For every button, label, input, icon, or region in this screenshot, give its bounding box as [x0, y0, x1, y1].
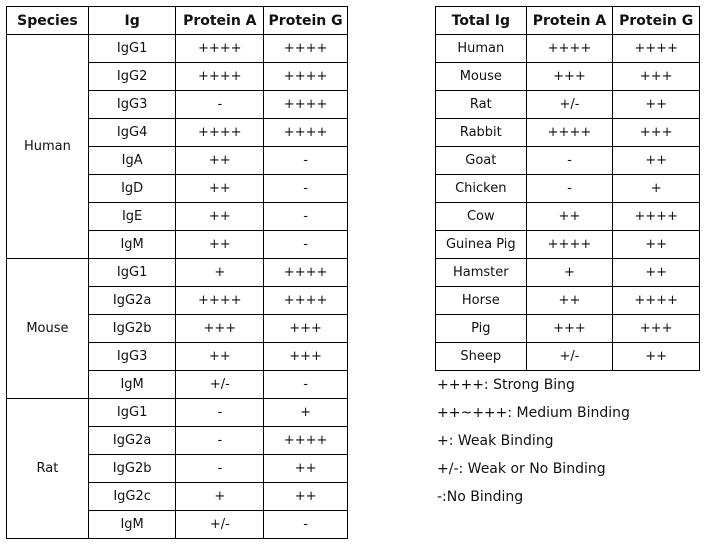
header-protein-a: Protein A	[526, 7, 613, 35]
table-row	[436, 91, 700, 119]
protein-a-cell: +/-	[176, 371, 264, 399]
header-ig: Ig	[88, 7, 176, 35]
table-row	[436, 119, 700, 147]
protein-g-cell: ++++	[264, 63, 348, 91]
protein-a-cell: ++++	[526, 119, 613, 147]
legend-weak-or-none: +/-: Weak or No Binding	[437, 461, 606, 477]
protein-a-cell: ++	[526, 287, 613, 315]
total-ig-cell: Pig	[436, 315, 527, 343]
protein-g-cell: ++++	[264, 35, 348, 63]
protein-g-cell: +++	[613, 315, 700, 343]
ig-cell: IgG1	[88, 35, 176, 63]
protein-g-cell: -	[264, 203, 348, 231]
total-ig-cell: Guinea Pig	[436, 231, 527, 259]
total-ig-cell: Hamster	[436, 259, 527, 287]
protein-a-cell: +++	[176, 315, 264, 343]
total-ig-cell: Human	[436, 35, 527, 63]
protein-g-cell: ++	[613, 259, 700, 287]
protein-a-cell: ++	[176, 203, 264, 231]
table-row	[436, 147, 700, 175]
protein-g-cell: -	[264, 231, 348, 259]
protein-a-cell: -	[526, 175, 613, 203]
protein-a-cell: ++++	[176, 287, 264, 315]
table-row	[436, 63, 700, 91]
protein-g-cell: ++++	[264, 91, 348, 119]
legend-strong: ++++: Strong Bing	[437, 377, 575, 393]
protein-g-cell: ++	[613, 147, 700, 175]
table-row	[436, 231, 700, 259]
total-ig-cell: Mouse	[436, 63, 527, 91]
total-ig-table	[435, 6, 700, 371]
protein-a-cell: +	[176, 483, 264, 511]
protein-a-cell: ++	[176, 343, 264, 371]
table-row	[436, 203, 700, 231]
protein-a-cell: ++++	[176, 35, 264, 63]
protein-a-cell: ++	[176, 231, 264, 259]
protein-a-cell: +	[176, 259, 264, 287]
species-cell: Mouse	[7, 259, 89, 399]
ig-binding-table	[6, 6, 348, 539]
protein-g-cell: ++	[613, 231, 700, 259]
total-ig-cell: Cow	[436, 203, 527, 231]
legend-medium: ++~+++: Medium Binding	[437, 405, 630, 421]
ig-cell: IgM	[88, 511, 176, 539]
ig-cell: IgG2a	[88, 427, 176, 455]
protein-g-cell: -	[264, 371, 348, 399]
header-protein-g: Protein G	[264, 7, 348, 35]
total-ig-cell: Horse	[436, 287, 527, 315]
protein-g-cell: ++++	[264, 259, 348, 287]
table-header-row	[436, 7, 700, 35]
ig-cell: IgA	[88, 147, 176, 175]
legend-none: -:No Binding	[437, 489, 524, 505]
protein-a-cell: -	[176, 427, 264, 455]
legend-weak: +: Weak Binding	[437, 433, 554, 449]
protein-a-cell: ++++	[176, 119, 264, 147]
total-ig-cell: Rat	[436, 91, 527, 119]
species-cell: Rat	[7, 399, 89, 539]
protein-a-cell: +/-	[526, 343, 613, 371]
ig-cell: IgG3	[88, 91, 176, 119]
ig-cell: IgG4	[88, 119, 176, 147]
protein-a-cell: ++++	[176, 63, 264, 91]
ig-cell: IgE	[88, 203, 176, 231]
protein-g-cell: ++++	[264, 287, 348, 315]
protein-g-cell: ++	[264, 483, 348, 511]
protein-g-cell: +++	[613, 119, 700, 147]
protein-g-cell: +++	[613, 63, 700, 91]
table-row	[436, 287, 700, 315]
header-protein-g: Protein G	[613, 7, 700, 35]
protein-a-cell: +++	[526, 63, 613, 91]
ig-cell: IgM	[88, 231, 176, 259]
ig-cell: IgD	[88, 175, 176, 203]
protein-g-cell: ++++	[613, 287, 700, 315]
protein-g-cell: +	[264, 399, 348, 427]
table-row	[7, 399, 348, 427]
total-ig-cell: Goat	[436, 147, 527, 175]
header-protein-a: Protein A	[176, 7, 264, 35]
protein-g-cell: ++	[264, 455, 348, 483]
ig-cell: IgG2	[88, 63, 176, 91]
protein-g-cell: ++++	[613, 35, 700, 63]
protein-g-cell: ++++	[264, 427, 348, 455]
table-row	[436, 35, 700, 63]
protein-g-cell: +	[613, 175, 700, 203]
ig-cell: IgM	[88, 371, 176, 399]
table-row	[436, 315, 700, 343]
protein-g-cell: -	[264, 147, 348, 175]
protein-a-cell: ++++	[526, 231, 613, 259]
total-ig-cell: Rabbit	[436, 119, 527, 147]
protein-a-cell: ++	[526, 203, 613, 231]
header-total-ig: Total Ig	[436, 7, 527, 35]
protein-a-cell: -	[176, 399, 264, 427]
ig-cell: IgG2a	[88, 287, 176, 315]
ig-cell: IgG2b	[88, 315, 176, 343]
protein-a-cell: +/-	[526, 91, 613, 119]
protein-a-cell: ++++	[526, 35, 613, 63]
protein-a-cell: -	[526, 147, 613, 175]
table-row	[436, 343, 700, 371]
species-cell: Human	[7, 35, 89, 259]
protein-a-cell: ++	[176, 147, 264, 175]
ig-cell: IgG1	[88, 399, 176, 427]
table-row	[7, 259, 348, 287]
header-species: Species	[7, 7, 89, 35]
protein-g-cell: ++++	[613, 203, 700, 231]
ig-cell: IgG2b	[88, 455, 176, 483]
protein-g-cell: ++++	[264, 119, 348, 147]
table-row	[436, 259, 700, 287]
protein-a-cell: +/-	[176, 511, 264, 539]
total-ig-cell: Sheep	[436, 343, 527, 371]
protein-a-cell: ++	[176, 175, 264, 203]
table-row	[436, 175, 700, 203]
table-row	[7, 35, 348, 63]
protein-g-cell: ++	[613, 343, 700, 371]
protein-a-cell: +++	[526, 315, 613, 343]
protein-a-cell: -	[176, 455, 264, 483]
protein-g-cell: +++	[264, 315, 348, 343]
ig-cell: IgG3	[88, 343, 176, 371]
protein-a-cell: -	[176, 91, 264, 119]
protein-g-cell: ++	[613, 91, 700, 119]
ig-cell: IgG2c	[88, 483, 176, 511]
protein-a-cell: +	[526, 259, 613, 287]
protein-g-cell: -	[264, 175, 348, 203]
ig-cell: IgG1	[88, 259, 176, 287]
protein-g-cell: +++	[264, 343, 348, 371]
protein-g-cell: -	[264, 511, 348, 539]
total-ig-cell: Chicken	[436, 175, 527, 203]
table-header-row	[7, 7, 348, 35]
